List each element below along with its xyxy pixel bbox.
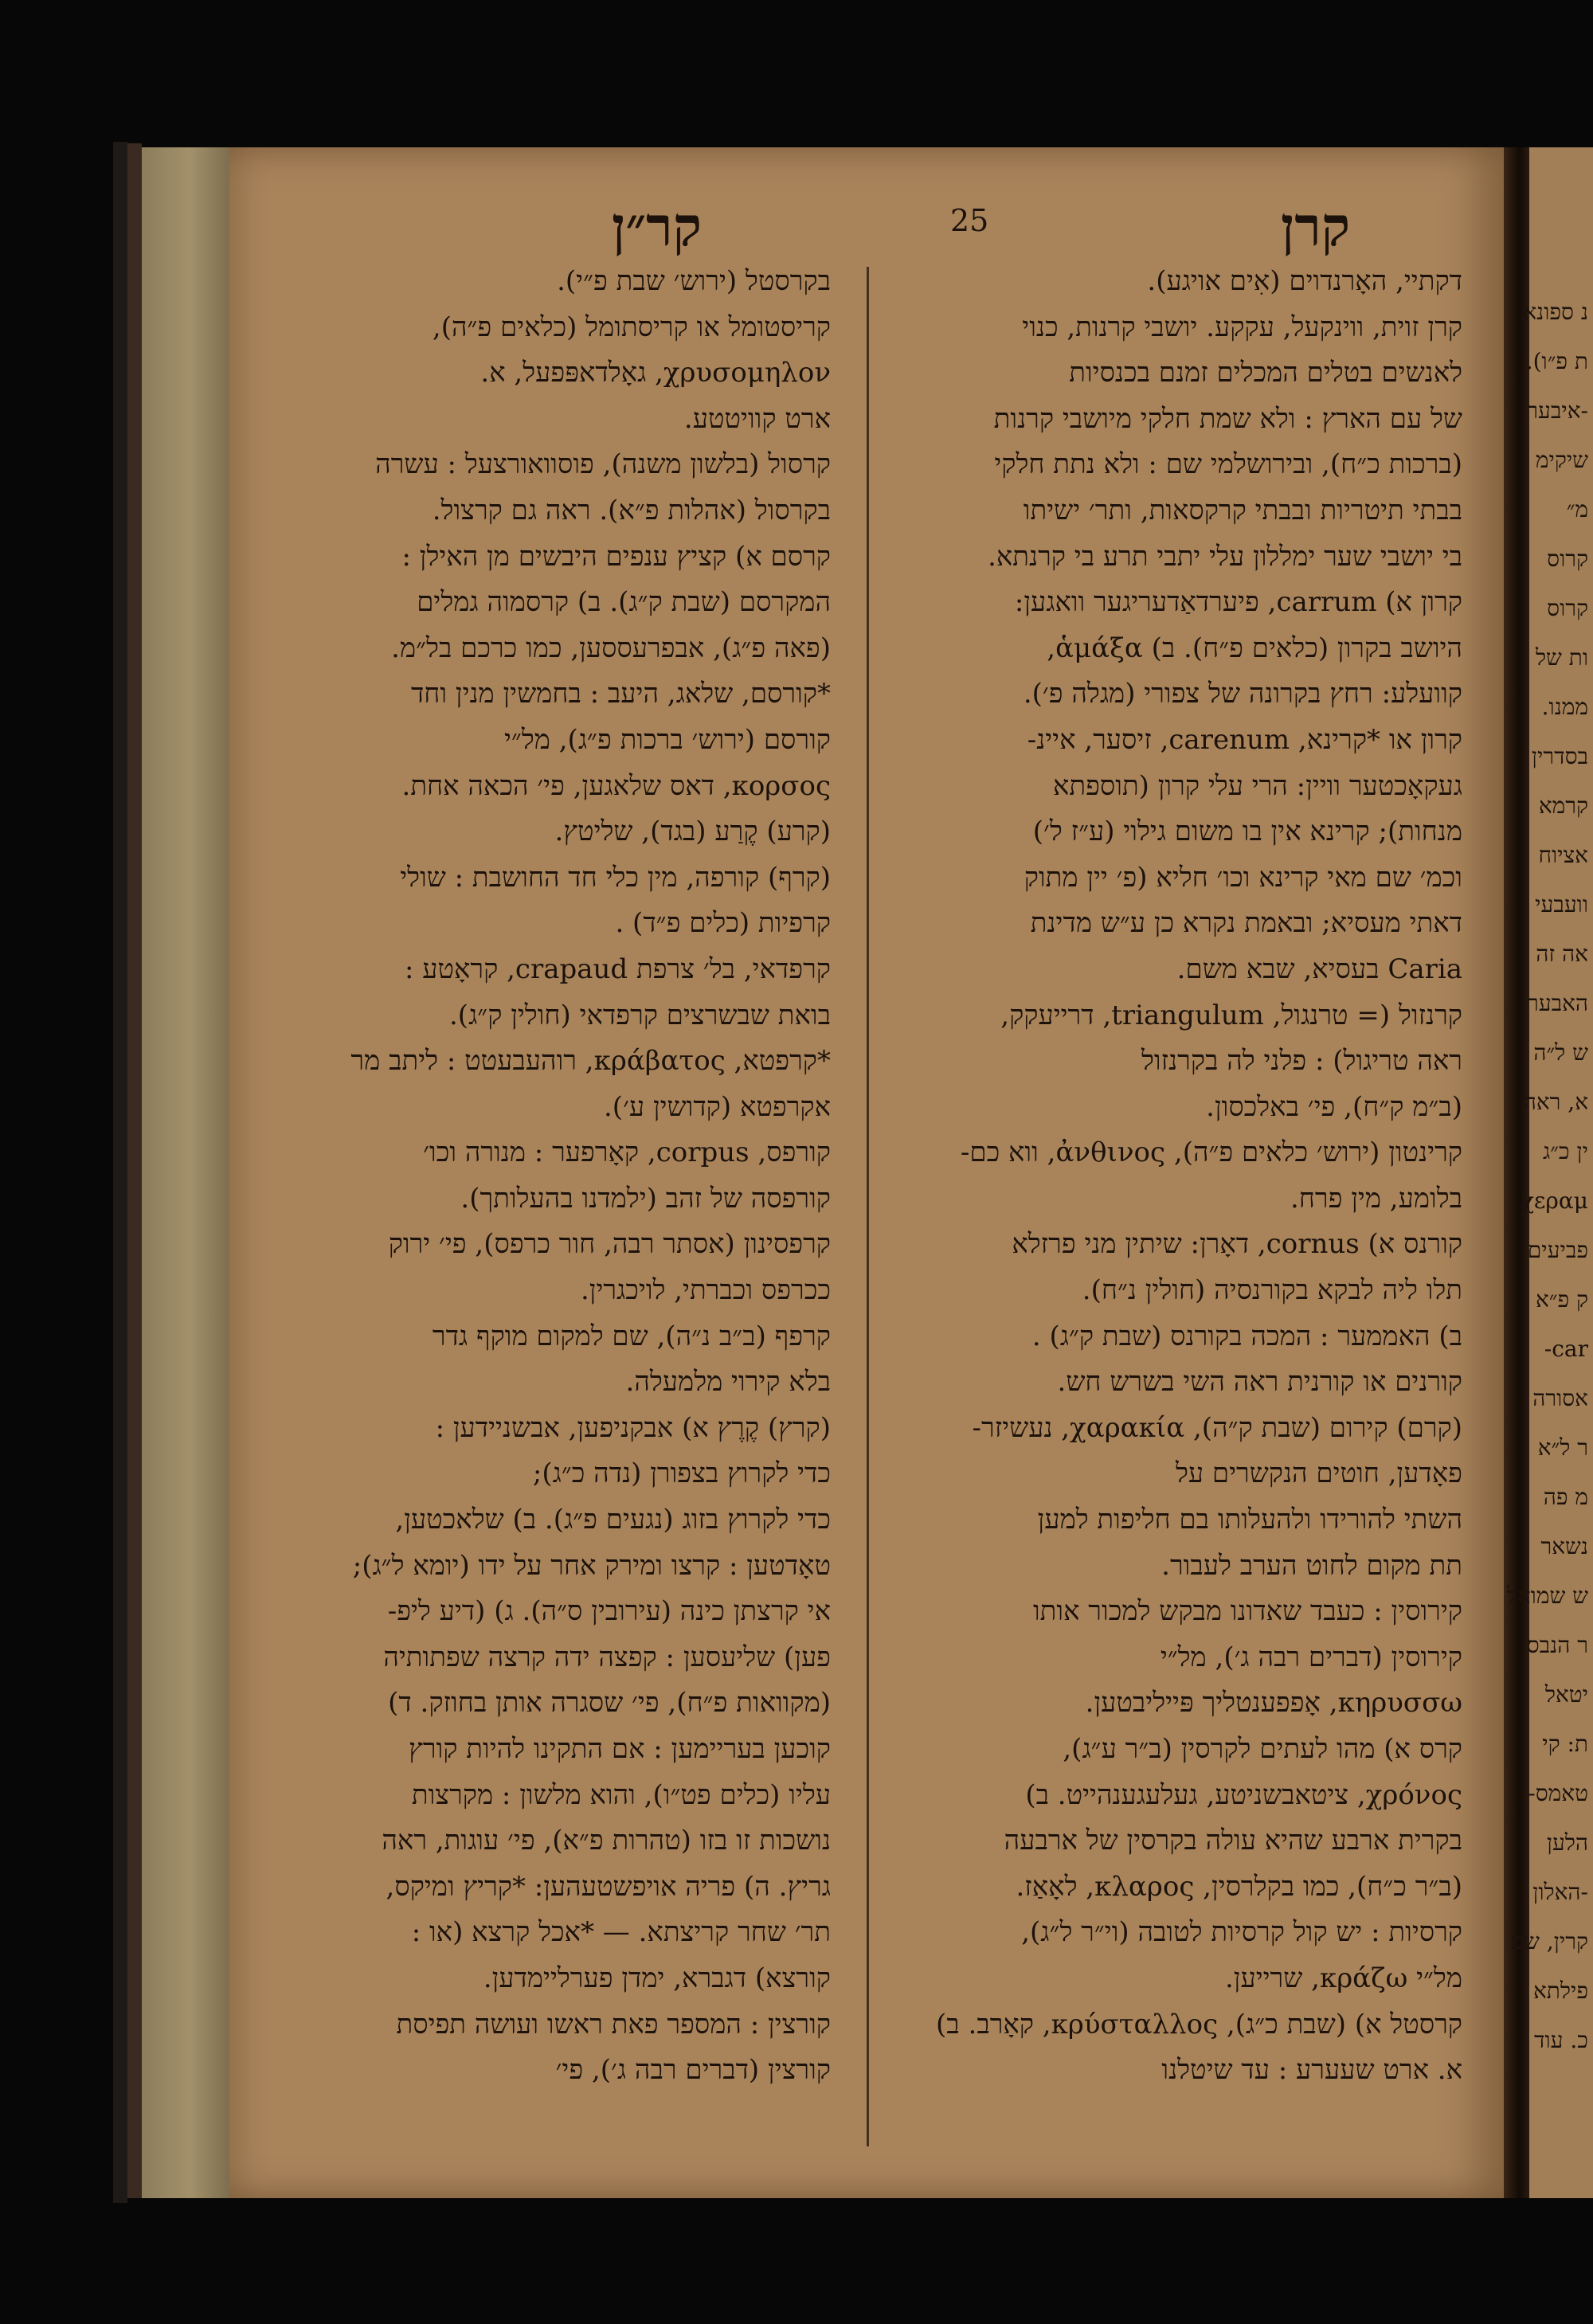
entry-line: קרס א) מהו לעתים לקרסין (ב״ר ע״ג),	[1063, 1733, 1462, 1765]
entry-line: (קרץ) קֶרֶץ א) אבקניפען, אבשניידען :	[435, 1411, 831, 1444]
facing-page-fragment: פביעים	[1527, 1237, 1588, 1263]
entry-line: קורסם (ירוש׳ ברכות פ״ג), מל״י	[504, 723, 831, 756]
facing-page-fragment: ק פ״א	[1536, 1286, 1588, 1313]
dictionary-page	[229, 147, 1504, 2198]
facing-page-fragment: ות של	[1535, 644, 1588, 671]
entry-line: קורנס א) cornus, דאָרן: שיתין מני פרזלא	[1012, 1228, 1462, 1261]
entry-line: תלו ליה לבקא בקורנסיה (חולין נ״ח).	[1082, 1274, 1462, 1307]
entry-line: בואת שבשרצים קרפדאי (חולין ק״ג).	[449, 999, 831, 1031]
entry-line: של עם הארץ : ולא שמת חלקי מיושבי קרנות	[993, 402, 1462, 435]
entry-line: בקרסטל (ירוש׳ שבת פ״י).	[557, 265, 831, 297]
entry-line: *קורסם, שלאג, היעב : בחמשין מנין וחד	[410, 678, 831, 710]
entry-line: קירוסין : כעבד שאדונו מבקש למכור אותו	[1032, 1595, 1462, 1628]
entry-line: דאתי מעסיא; ובאמת נקרא כן ע״ש מדינת	[1030, 907, 1462, 940]
entry-line: קרן זוית, ווינקעל, עקקע. יושבי קרנות, כנוי	[1022, 311, 1462, 343]
entry-line: בבתי תיטריות ובבתי קרקסאות, ותר׳ ישיתו	[1023, 494, 1462, 526]
entry-line: קורצין : המספר פאת ראשו ועושה תפיסת	[396, 2008, 831, 2040]
entry-line: פאָדען, חוטים הנקשרים על	[1175, 1457, 1462, 1490]
entry-line: ב) האממער : המכה בקורנס (שבת ק״ג) .	[1031, 1320, 1462, 1352]
entry-line: בלומע, מין פרח.	[1290, 1182, 1462, 1215]
entry-line: מל״י κράζω, שרייען.	[1225, 1962, 1462, 1994]
entry-line: קורפסה של זהב (ילמדנו בהעלותך).	[460, 1182, 831, 1215]
entry-line: χρόνος, ציטאבשניטע, געלעגענהייט. ב)	[1025, 1778, 1462, 1811]
entry-line: בקרסול (אהלות פ״א). ראה גם קרצול.	[432, 494, 831, 526]
entry-line: קורנים או קורנית ראה השי בשרש חש.	[1057, 1366, 1462, 1399]
column-divider	[867, 267, 869, 2146]
facing-page-fragment: קרוס	[1547, 546, 1588, 572]
header-word-left: קר״ן	[612, 195, 702, 259]
entry-line: ככרפס וכברתי, לויכגרין.	[580, 1274, 831, 1307]
entry-line: כדי לקרוץ בזוג (נגעים פ״ג). ב) שלאכטען,	[395, 1504, 831, 1536]
facing-page-fragment: אסורה	[1532, 1385, 1588, 1411]
cover-strip	[142, 147, 229, 2198]
entry-line: המקרסם (שבת ק״ג). ב) קרסמוה גמלים	[417, 586, 831, 619]
entry-line: געקאָכטער וויין: הרי עלי קרון (תוספתא	[1052, 769, 1462, 802]
entry-line: א. ארט שעערע : עד שיטלנו	[1161, 2054, 1462, 2087]
facing-page-fragment: מ״	[1566, 496, 1588, 522]
entry-line: קרון א) carrum, פיערדאַדעריגער וואגען:	[1014, 586, 1462, 619]
page-gutter	[1504, 147, 1529, 2198]
facing-page-fragment: χεραμ	[1520, 1187, 1588, 1214]
entry-line: קרפסינון (אסתר רבה, חור כרפס), פי׳ ירוק	[388, 1228, 831, 1261]
entry-line: קוכען בעריימען : אם התקינו להיות קורץ	[409, 1733, 831, 1765]
entry-line: קורצא) דגברא, ימדן פערליימדען.	[483, 1962, 831, 1994]
book-spine	[113, 142, 127, 2203]
facing-page-fragment: ת: קי	[1542, 1731, 1588, 1757]
book-edge	[127, 143, 142, 2198]
entry-line: וכמ׳ שם מאי קרינא וכו׳ חליא (פ׳ יין מתוק	[1024, 861, 1462, 894]
facing-page-fragment: קרוס	[1547, 595, 1588, 621]
entry-line: χρυσομηλον, גאָלדאפּפעל, א.	[480, 357, 831, 389]
facing-page-fragment: נ ספונא	[1523, 299, 1588, 325]
facing-page-edge	[1506, 147, 1593, 2198]
entry-line: (פאה פ״ג), אבפרעססען, כמו כרכם בל״מ.	[391, 632, 831, 664]
facing-page-fragment: שיקימ	[1535, 447, 1588, 473]
facing-page-fragment: ש שמואל	[1506, 1583, 1588, 1609]
entry-line: (מקוואות פ״ח), פי׳ שסגרה אותן בחוזק. ד)	[388, 1687, 831, 1720]
entry-line: עליו (כלים פט״ו), והוא מלשון : מקרצות	[411, 1778, 831, 1811]
entry-line: היושב בקרון (כלאים פ״ח). ב) ἁμάξα,	[1047, 632, 1462, 664]
facing-page-fragment: טאמס-	[1528, 1780, 1588, 1806]
entry-line: ארט קוויטטע.	[683, 402, 831, 435]
facing-page-fragment: ממנו.	[1541, 694, 1588, 720]
entry-line: קוועלע: רחץ בקרונה של צפורי (מגלה פ׳).	[1023, 678, 1462, 710]
facing-page-fragment: האבער	[1527, 990, 1588, 1016]
entry-line: קרפדאי, בל׳ צרפת crapaud, קראָטע :	[404, 953, 831, 985]
facing-page-fragment: ר ל״א	[1537, 1434, 1588, 1461]
right-column	[905, 259, 1462, 2170]
entry-line: קרפיות (כלים פ״ד) .	[615, 907, 831, 940]
entry-line: כדי לקרוץ בצפורן (נדה כ״ג);	[532, 1457, 831, 1490]
entry-line: (קרף) קורפה, מין כלי חד החושבת : שולי	[400, 861, 831, 894]
entry-line: בי יושבי שער ימללון עלי יתבי תרע בי קרנתא.	[988, 540, 1462, 573]
entry-line: קרסיות : יש קול קרסיות לטובה (וי״ר ל״ג),	[1021, 1916, 1462, 1949]
entry-line: (קרע) קֶרַע (בגד), שליטץ.	[554, 816, 831, 848]
entry-line: קריסטומל או קריסתומל (כלאים פ״ה),	[432, 311, 831, 343]
entry-line: פען) שליעסען : קפצה ידה קרצה שפתותיה	[383, 1641, 831, 1673]
facing-page-fragment: וועבעי	[1535, 891, 1588, 917]
entry-line: *קרפטא, κράβατος, רוהעבעטט : ליתב מר	[350, 1045, 831, 1078]
facing-page-fragment: -האלון	[1532, 1879, 1588, 1905]
facing-page-fragment: ר הנבס	[1526, 1632, 1588, 1658]
facing-page-fragment: קרמא	[1538, 792, 1588, 819]
entry-line: קרנזול (= טרנגול, triangulum, דרייעקק,	[1000, 999, 1462, 1031]
entry-line: ראה טריגול) : פלני לה בקרנזול	[1141, 1045, 1462, 1078]
facing-page-fragment: א, ראה	[1523, 1089, 1588, 1115]
facing-page-fragment: יטאל	[1544, 1681, 1588, 1708]
entry-line: κορσος, דאס שלאגען, פי׳ הכאה אחת.	[401, 769, 831, 802]
entry-line: גריץ. ה) פריה אויפשטעהען: *קריץ ומיקס,	[386, 1870, 831, 1903]
facing-page-fragment: הלען	[1546, 1829, 1588, 1856]
facing-page-fragment: כ. עוד	[1534, 2027, 1588, 2053]
entry-line: (ברכות כ״ח), ובירושלמי שם : ולא נתת חלקי	[994, 448, 1462, 481]
entry-line: (ב״ר כ״ח), כמו בקלרסין, κλαρος, לאָאַז.	[1016, 1870, 1462, 1903]
page-number: 25	[950, 203, 989, 238]
entry-line: קירוסין (דברים רבה ג׳), מל״י	[1160, 1641, 1462, 1673]
entry-line: קרסם א) קציץ ענפים היבשים מן האילן :	[401, 540, 831, 573]
entry-line: (קרם) קירום (שבת ק״ה), χαρακία, נעשיזר-	[972, 1411, 1462, 1444]
entry-line: קרסטל א) (שבת כ״ג), κρύσταλλος, קאָרב. ב)	[936, 2008, 1462, 2040]
facing-page-fragment: ש ל״ה	[1533, 1039, 1588, 1066]
facing-page-fragment: נשאר	[1540, 1533, 1588, 1559]
facing-page-fragment: קרין, שם	[1509, 1928, 1588, 1954]
facing-page-fragment: car-	[1544, 1336, 1588, 1362]
entry-line: אי קרצתן כינה (עירובין ס״ה). ג) (דיע ליפ-	[387, 1595, 831, 1628]
entry-line: קרון או *קרינא, carenum, זיסער, איינ-	[1027, 723, 1462, 756]
entry-line: קרפף (ב״ב נ״ה), שם למקום מוקף גדר	[432, 1320, 831, 1352]
entry-line: דקתיי, האָרנדוים (אִים אויגע).	[1147, 265, 1462, 297]
entry-line: קורפס, corpus, קאָרפער : מנורה וכו׳	[423, 1137, 831, 1169]
facing-page-fragment: מ פה	[1543, 1484, 1588, 1510]
facing-page-fragment: ין כ״ג	[1543, 1138, 1588, 1164]
entry-line: קרינטון (ירוש׳ כלאים פ״ה), ἀνθινος, ווא כם-	[960, 1137, 1462, 1169]
facing-page-fragment: אה זה	[1536, 941, 1588, 967]
entry-line: בקרית ארבע שהיא עולה בקרסין של ארבעה	[1004, 1825, 1462, 1857]
entry-line: אקרפטא (קדושין ע׳).	[604, 1090, 831, 1123]
facing-page-fragment: ת פ״ו).	[1525, 348, 1588, 374]
entry-line: קורצין (דברים רבה ג׳), פי׳	[555, 2054, 831, 2087]
entry-line: קרסול (בלשון משנה), פוסוואורצעל : עשרה	[375, 448, 831, 481]
facing-page-fragment: בסדרין	[1531, 743, 1588, 769]
facing-page-fragment: -איבער-	[1519, 397, 1588, 424]
entry-line: נושכות זו בזו (טהרות פ״א), פי׳ עוגות, ראה	[382, 1825, 831, 1857]
left-column	[273, 259, 831, 2170]
header-word-right: קרן	[1281, 195, 1351, 259]
entry-line: Caria בעסיא, שבא משם.	[1176, 953, 1462, 985]
entry-line: השתי להורידו ולהעלותו בם חליפות למען	[1037, 1504, 1462, 1536]
entry-line: טאָדטען : קרצו ומירק אחר על ידו (יומא ל״ג);	[352, 1549, 831, 1582]
entry-line: מנחות); קרינא אין בו משום גילוי (ע״ז ל׳)	[1032, 816, 1462, 848]
facing-page-fragment: פילתא	[1533, 1978, 1588, 2004]
entry-line: תר׳ שחר קריצתא. — *אכל קרצא (או :	[411, 1916, 831, 1949]
facing-page-fragment: אציוח	[1538, 842, 1588, 868]
entry-line: בלא קירוי מלמעלה.	[625, 1366, 831, 1399]
entry-line: תת מקום לחוט הערב לעבור.	[1161, 1549, 1462, 1582]
entry-line: (ב״מ ק״ח), פי׳ באלכסון.	[1206, 1090, 1462, 1123]
entry-line: κηρυσσω, אָפפענטליך פּייליבטען.	[1085, 1687, 1462, 1720]
entry-line: לאנשים בטלים המכלים זמנם בכנסיות	[1069, 357, 1462, 389]
